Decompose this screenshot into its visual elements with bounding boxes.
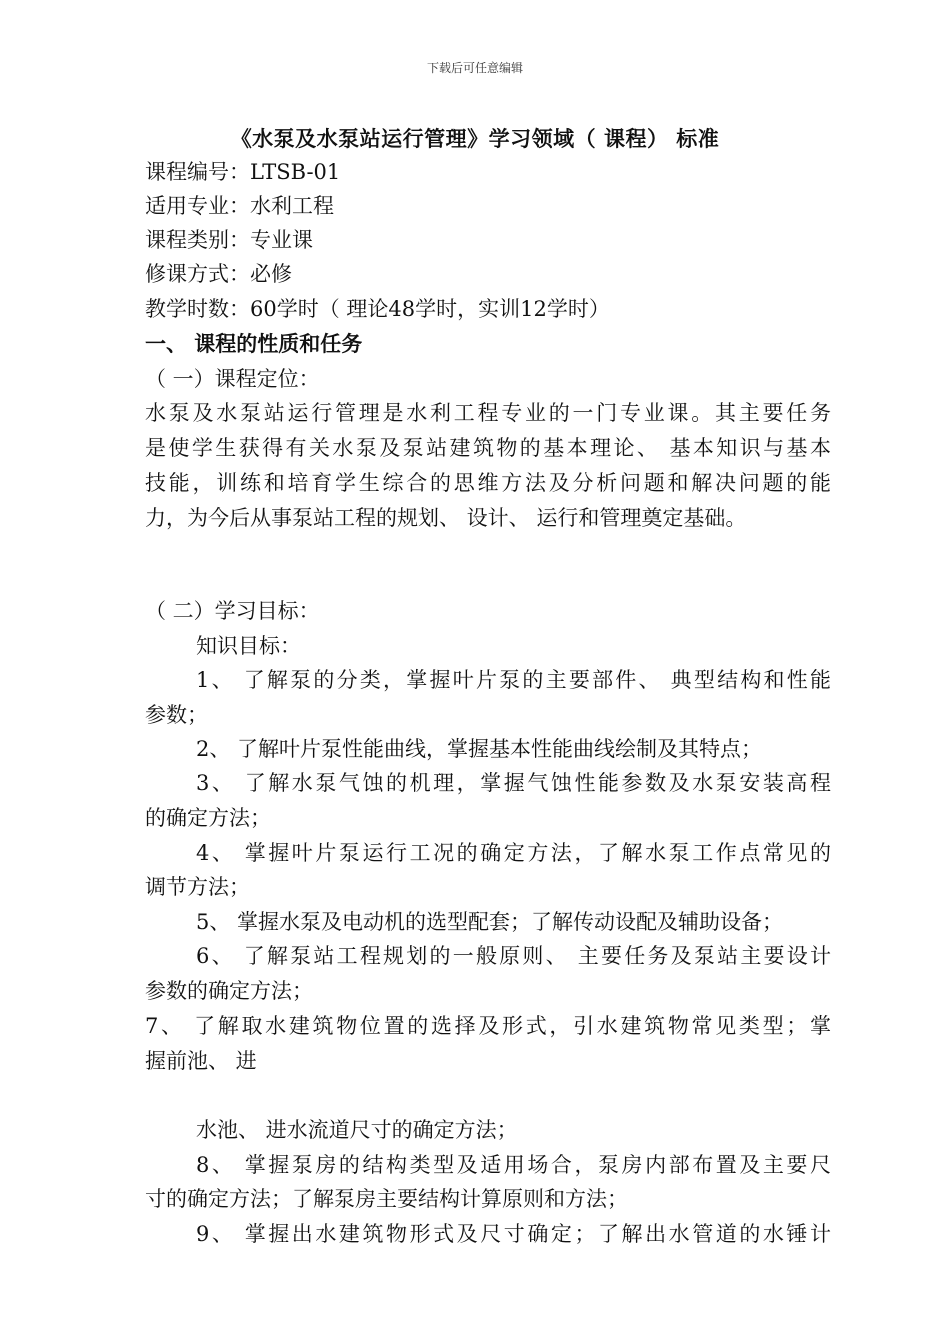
objective-item-8: 8、 掌握泵房的结构类型及适用场合，泵房内部布置及主要尺 (196, 1153, 831, 1177)
section-heading-1: 一、 课程的性质和任务 (145, 331, 363, 356)
objective-item-4-cont: 调节方法； (145, 875, 250, 899)
objective-item-7-cont2: 水池、 进水流道尺寸的确定方法； (196, 1118, 518, 1142)
objective-item-1: 1、 了解泵的分类，掌握叶片泵的主要部件、 典型结构和性能 (196, 668, 831, 692)
objective-item-1-cont: 参数； (145, 703, 208, 727)
document-title: 《水泵及水泵站运行管理》学习领域（ 课程） 标准 (230, 126, 720, 151)
course-code: 课程编号：LTSB-01 (145, 160, 341, 184)
applicable-major: 适用专业：水利工程 (145, 194, 334, 218)
subheading-objectives: （ 二）学习目标： (145, 599, 320, 623)
objective-item-4: 4、 掌握叶片泵运行工况的确定方法，了解水泵工作点常见的 (196, 841, 831, 865)
paragraph-line-3: 技能，训练和培育学生综合的思维方法及分析问题和解决问题的能 (145, 471, 831, 495)
objective-item-7-cont: 握前池、 进 (145, 1049, 257, 1073)
page-header: 下载后可任意编辑 (426, 61, 523, 75)
objective-item-2: 2、 了解叶片泵性能曲线，掌握基本性能曲线绘制及其特点； (196, 737, 763, 761)
objective-item-5: 5、 掌握水泵及电动机的选型配套；了解传动设配及辅助设备； (196, 910, 784, 934)
objective-item-6-cont: 参数的确定方法； (145, 979, 313, 1003)
objective-item-3-cont: 的确定方法； (145, 806, 271, 830)
teaching-hours: 教学时数：60学时（ 理论48学时，实训12学时） (145, 297, 610, 321)
objective-item-8-cont: 寸的确定方法；了解泵房主要结构计算原则和方法； (145, 1187, 628, 1211)
subheading-positioning: （ 一）课程定位： (145, 367, 320, 391)
knowledge-objectives-label: 知识目标： (196, 634, 301, 658)
objective-item-9: 9、 掌握出水建筑物形式及尺寸确定；了解出水管道的水锤计 (196, 1222, 831, 1246)
paragraph-line-2: 是使学生获得有关水泵及泵站建筑物的基本理论、 基本知识与基本 (145, 436, 831, 460)
objective-item-7: 7、 了解取水建筑物位置的选择及形式，引水建筑物常见类型；掌 (145, 1014, 831, 1038)
paragraph-line-1: 水泵及水泵站运行管理是水利工程专业的一门专业课。其主要任务 (145, 401, 831, 425)
course-category: 课程类别：专业课 (145, 228, 313, 252)
objective-item-6: 6、 了解泵站工程规划的一般原则、 主要任务及泵站主要设计 (196, 944, 831, 968)
paragraph-line-4: 力，为今后从事泵站工程的规划、 设计、 运行和管理奠定基础。 (145, 506, 747, 530)
objective-item-3: 3、 了解水泵气蚀的机理，掌握气蚀性能参数及水泵安装高程 (196, 771, 831, 795)
study-mode: 修课方式：必修 (145, 262, 292, 286)
